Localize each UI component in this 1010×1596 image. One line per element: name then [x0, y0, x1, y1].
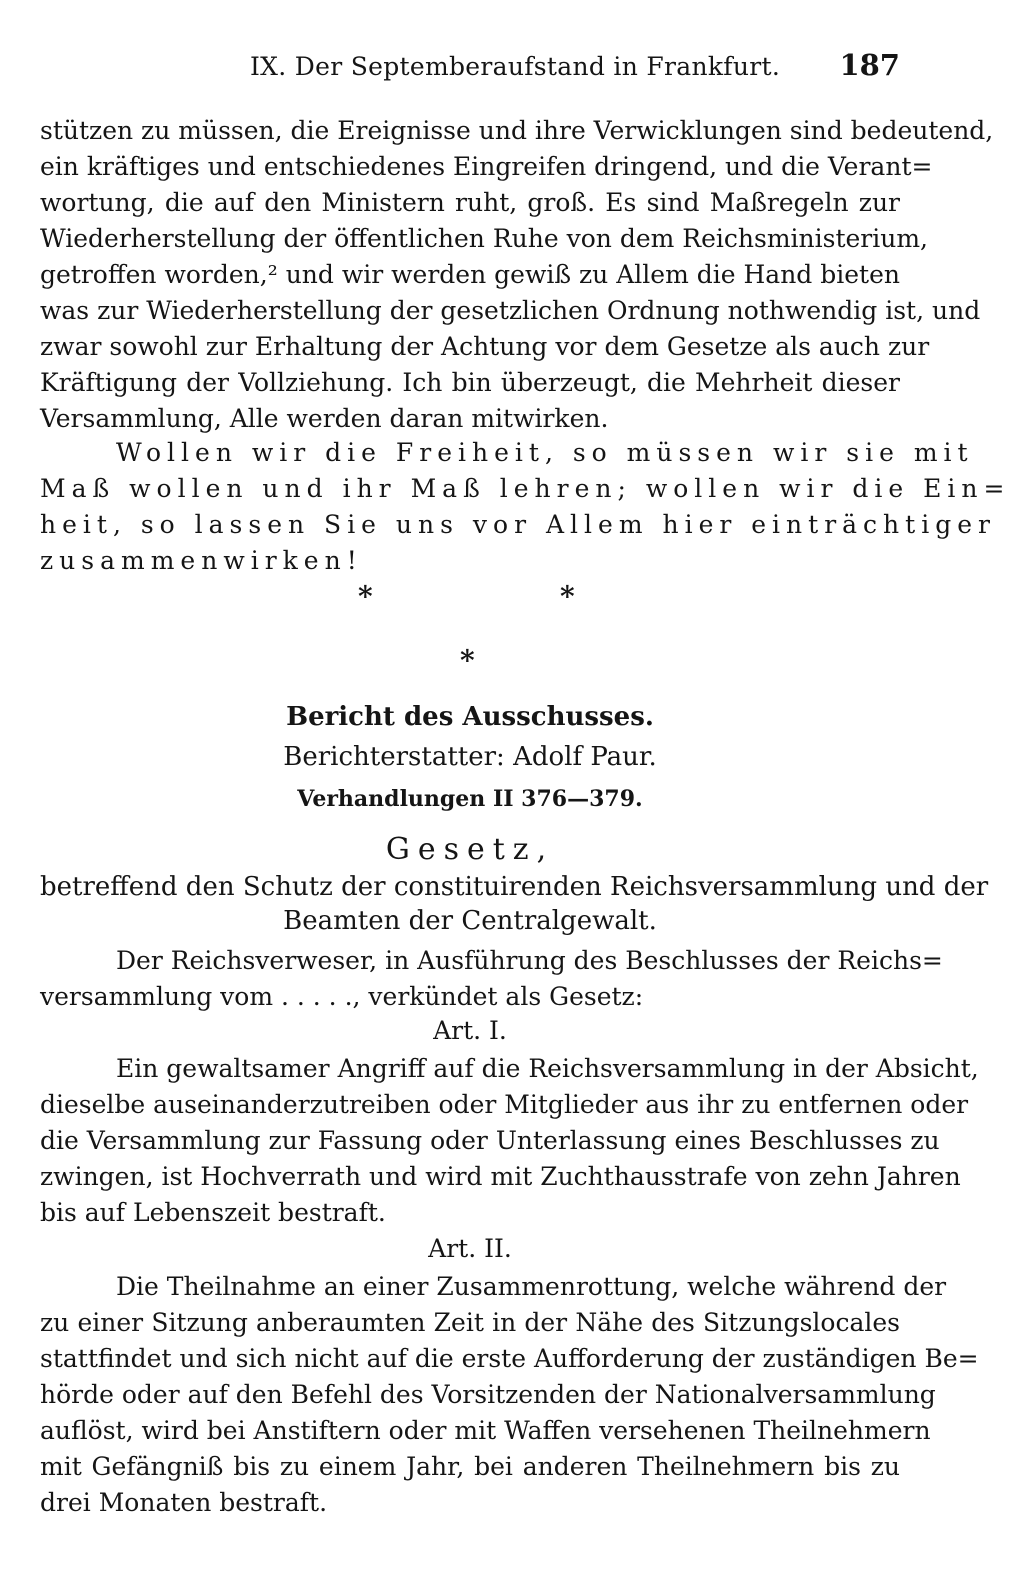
emphasis-line: Maß wollen und ihr Maß lehren; wollen wir die Ein=	[40, 474, 1010, 503]
text-line: getroffen worden,² und wir werden gewiß zu Allem die Hand bieten	[40, 260, 900, 289]
running-title: IX. Der Septemberaufstand in Frankfurt.	[250, 52, 781, 81]
article-line: Die Theilnahme an einer Zusammenrottung, welche während der	[116, 1272, 947, 1301]
text-line: ein kräftiges und entschiedenes Eingreifen dringend, und die Verant=	[40, 152, 933, 181]
separator-star: *	[358, 580, 373, 613]
article-line: zu einer Sitzung anberaumten Zeit in der Nähe des Sitzungslocales	[40, 1308, 900, 1337]
text-line: Kräftigung der Vollziehung. Ich bin überzeugt, die Mehrheit dieser	[40, 368, 900, 397]
article-line: bis auf Lebenszeit bestraft.	[40, 1198, 386, 1227]
page-number: 187	[839, 48, 900, 82]
article-line: die Versammlung zur Fassung oder Unterlassung eines Beschlusses zu	[40, 1126, 940, 1155]
law-subtitle: betreffend den Schutz der constituirenden Reichsversammlung und der	[40, 872, 989, 902]
report-reference: Verhandlungen II 376—379.	[297, 786, 643, 812]
article-label: Art. I.	[433, 1016, 507, 1045]
text-line: wortung, die auf den Ministern ruht, groß. Es sind Maßregeln zur	[40, 188, 900, 217]
separator-star: *	[560, 580, 575, 613]
article-line: dieselbe auseinanderzutreiben oder Mitglieder aus ihr zu entfernen oder	[40, 1090, 969, 1119]
law-title: Gesetz,	[385, 832, 555, 867]
article-line: zwingen, ist Hochverrath und wird mit Zuchthausstrafe von zehn Jahren	[40, 1162, 961, 1191]
text-line: zwar sowohl zur Erhaltung der Achtung vor dem Gesetze als auch zur	[40, 332, 930, 361]
article-label: Art. II.	[428, 1234, 512, 1263]
emphasis-line: zusammenwirken!	[40, 546, 363, 575]
preamble-line: Der Reichsverweser, in Ausführung des Beschlusses der Reichs=	[116, 946, 943, 975]
article-line: auflöst, wird bei Anstiftern oder mit Waffen versehenen Theilnehmern	[40, 1416, 931, 1445]
text-line: Wiederherstellung der öffentlichen Ruhe von dem Reichsministerium,	[40, 224, 929, 253]
text-line: Versammlung, Alle werden daran mitwirken.	[40, 404, 609, 433]
article-line: drei Monaten bestraft.	[40, 1488, 328, 1517]
text-line: was zur Wiederherstellung der gesetzlichen Ordnung nothwendig ist, und	[40, 296, 981, 325]
article-line: hörde oder auf den Befehl des Vorsitzenden der Nationalversammlung	[40, 1380, 936, 1409]
article-line: mit Gefängniß bis zu einem Jahr, bei anderen Theilnehmern bis zu	[40, 1452, 900, 1481]
emphasis-line: Wollen wir die Freiheit, so müssen wir sie mit	[116, 438, 974, 467]
article-line: Ein gewaltsamer Angriff auf die Reichsversammlung in der Absicht,	[116, 1054, 979, 1083]
separator-star: *	[460, 644, 475, 677]
emphasis-line: heit, so lassen Sie uns vor Allem hier einträchtiger	[40, 510, 996, 539]
report-title: Bericht des Ausschusses.	[286, 702, 654, 732]
text-line: stützen zu müssen, die Ereignisse und ihre Verwicklungen sind bedeutend,	[40, 116, 994, 145]
running-head	[40, 48, 900, 88]
report-reporter: Berichterstatter: Adolf Paur.	[283, 742, 657, 772]
article-line: stattfindet und sich nicht auf die erste Aufforderung der zuständigen Be=	[40, 1344, 979, 1373]
law-subtitle: Beamten der Centralgewalt.	[283, 906, 657, 936]
preamble-line: versammlung vom . . . . ., verkündet als Gesetz:	[40, 982, 644, 1011]
